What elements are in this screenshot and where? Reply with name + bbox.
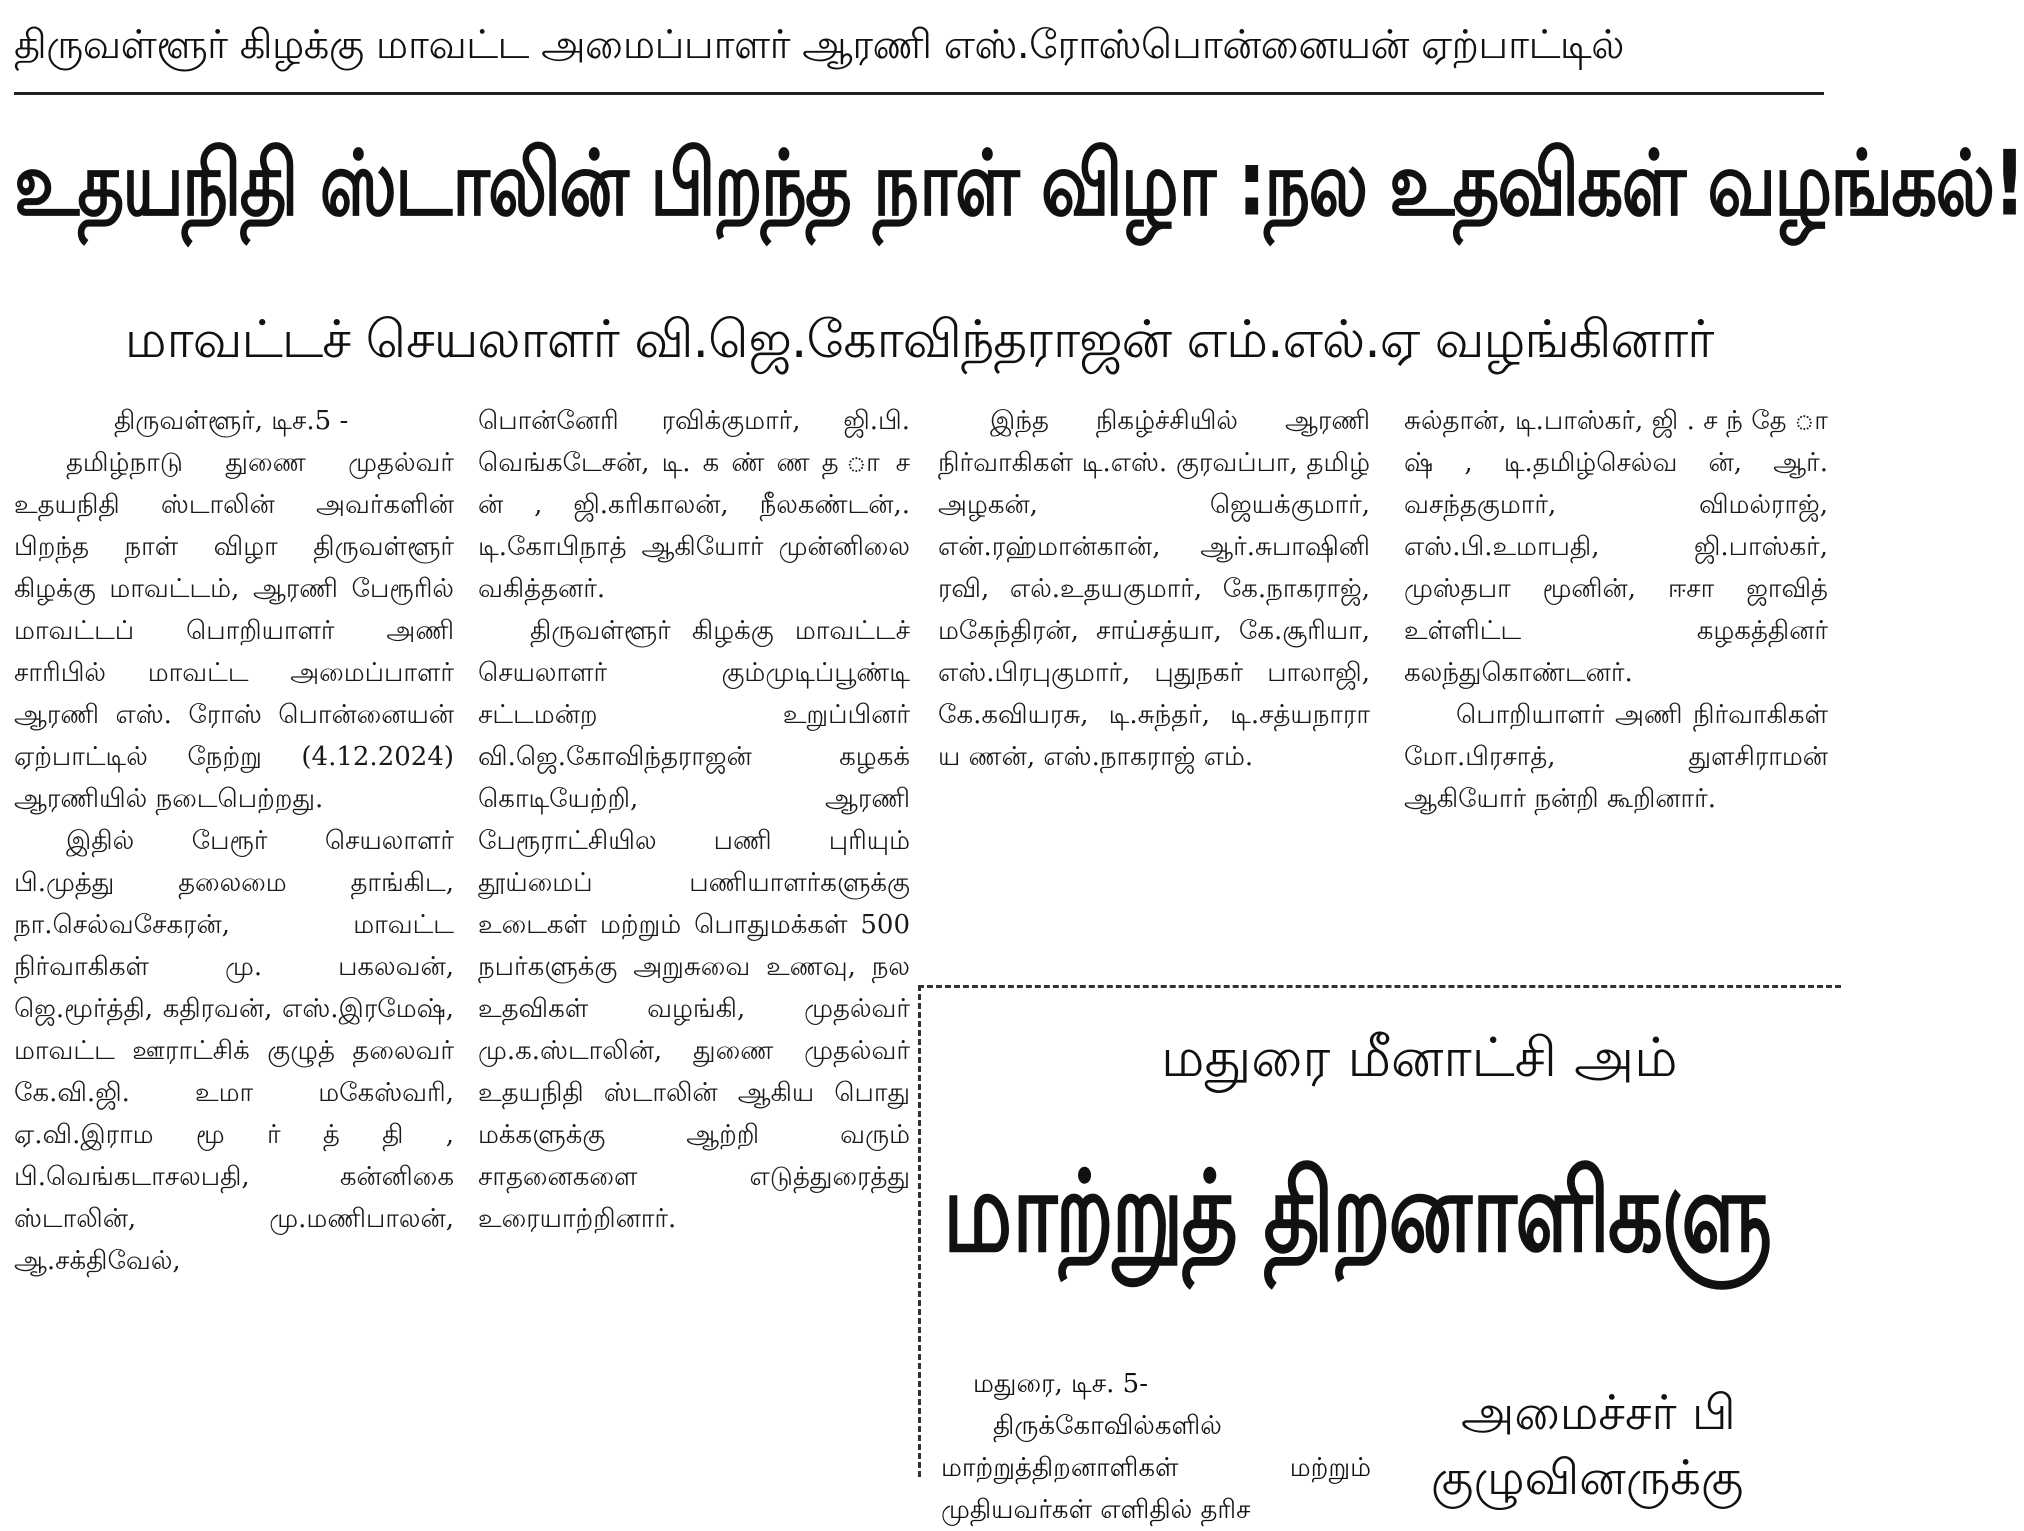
article-dateline: திருவள்ளூர், டிச.5 - (114, 406, 349, 436)
second-article-headline: மாற்றுத் திறனாளிகளு (943, 1148, 1770, 1278)
article-column-2 (478, 400, 910, 1460)
paragraph: தமிழ்நாடு துணை முதல்வர் உதயநிதி ஸ்டாலின் அவர்களின் பிறந்த நாள் விழா திருவள்ளூர் கிழக்கு மாவட்டம், ஆரணி பேரூரில் மாவட்டப் பொறியாளர் அணி சாரிபில் மாவட்ட அமைப்பாளர் ஆரணி எஸ். ரோஸ் பொன்னையன் ஏற்பாட்டில் நேற்று (4.12.2024) ஆரணியில் நடைபெற்றது. (14, 448, 454, 814)
second-article-subhead-1: அமைச்சர் பி (1461, 1385, 1736, 1441)
article-subhead: மாவட்டச் செயலாளர் வி.ஜெ.கோவிந்தராஜன் எம்.எல்.ஏ வழங்கினார் (124, 310, 1714, 370)
paragraph: திருவள்ளூர் கிழக்கு மாவட்டச் செயலாளர் கும்முடிப்பூண்டி சட்டமன்ற உறுப்பினர் வி.ஜெ.கோவிந்தராஜன் கழகக் கொடியேற்றி, ஆரணி பேரூராட்சியில பணி புரியும் தூய்மைப் பணியாளர்களுக்கு உடைகள் மற்றும் பொதுமக்கள் 500 நபர்களுக்கு அறுசுவை உணவு, நல உதவிகள் வழங்கி, முதல்வர் மு.க.ஸ்டாலின், துணை முதல்வர் உதயநிதி ஸ்டாலின் ஆகிய பொது மக்களுக்கு ஆற்றி வரும் சாதனைகளை எடுத்துரைத்து உரையாற்றினார். (478, 616, 910, 1234)
second-article-column (941, 1363, 1371, 1531)
paragraph: சுல்தான், டி.பாஸ்கர், ஜி . ச ந் தே ா ஷ் , டி.தமிழ்செல்வ ன், ஆர். வசந்தகுமார், விமல்ராஜ், எஸ்.பி.உமாபதி, ஜி.பாஸ்கர், முஸ்தபா மூனின், ஈசா ஜாவித் உள்ளிட்ட கழகத்தினர் கலந்துகொண்டனர். (1404, 406, 1828, 688)
paragraph: இதில் பேரூர் செயலாளர் பி.முத்து தலைமை தாங்கிட, நா.செல்வசேகரன், மாவட்ட நிர்வாகிகள் மு. பகலவன், ஜெ.மூர்த்தி, கதிரவன், எஸ்.இரமேஷ், மாவட்ட ஊராட்சிக் குழுத் தலைவர் கே.வி.ஜி. உமா மகேஸ்வரி, ஏ.வி.இராம மூ ர் த் தி , பி.வெங்கடாசலபதி, கன்னிகை ஸ்டாலின், மு.மணிபாலன், ஆ.சக்திவேல், (14, 826, 454, 1276)
paragraph: இந்த நிகழ்ச்சியில் ஆரணி நிர்வாகிகள் டி.எஸ். குரவப்பா, தமிழ் அழகன், ஜெயக்குமார், என்.ரஹ்மான்கான், ஆர்.சுபாஷினி ரவி, எல்.உதயகுமார், கே.நாகராஜ், மகேந்திரன், சாய்சத்யா, கே.சூரியா, எஸ்.பிரபுகுமார், புதுநகர் பாலாஜி, கே.கவியரசு, டி.சுந்தர், டி.சத்யநாரா ய ணன், எஸ்.நாகராஜ் எம். (938, 406, 1370, 772)
article-column-3 (938, 400, 1370, 910)
article-kicker: திருவள்ளூர் கிழக்கு மாவட்ட அமைப்பாளர் ஆரணி எஸ்.ரோஸ்பொன்னையன் ஏற்பாட்டில் (14, 22, 1624, 68)
second-article-box (918, 985, 1841, 1525)
article-column-1 (14, 400, 454, 1460)
article-column-4 (1404, 400, 1828, 970)
article-headline: உதயநிதி ஸ்டாலின் பிறந்த நாள் விழா :நல உதவிகள் வழங்கல்! (14, 130, 2024, 236)
paragraph: பொறியாளர் அணி நிர்வாகிகள் மோ.பிரசாத், துளசிராமன் ஆகியோர் நன்றி கூறினார். (1404, 700, 1828, 814)
paragraph: திருக்கோவில்களில் மாற்றுத்திறனாளிகள் மற்றும் முதியவர்கள் எளிதில் தரிச (941, 1411, 1371, 1525)
second-article-kicker: மதுரை மீனாட்சி அம் (1161, 1026, 1678, 1089)
second-article-subhead-2: குழுவினருக்கு (1431, 1450, 1744, 1506)
second-article-dateline: மதுரை, டிச. 5- (973, 1369, 1148, 1399)
paragraph: பொன்னேரி ரவிக்குமார், ஜி.பி. வெங்கடேசன், டி. க ண் ண த ா ச ன் , ஜி.கரிகாலன், நீலகண்டன்,. டி.கோபிநாத் ஆகியோர் முன்னிலை வகித்தனர். (478, 406, 910, 604)
